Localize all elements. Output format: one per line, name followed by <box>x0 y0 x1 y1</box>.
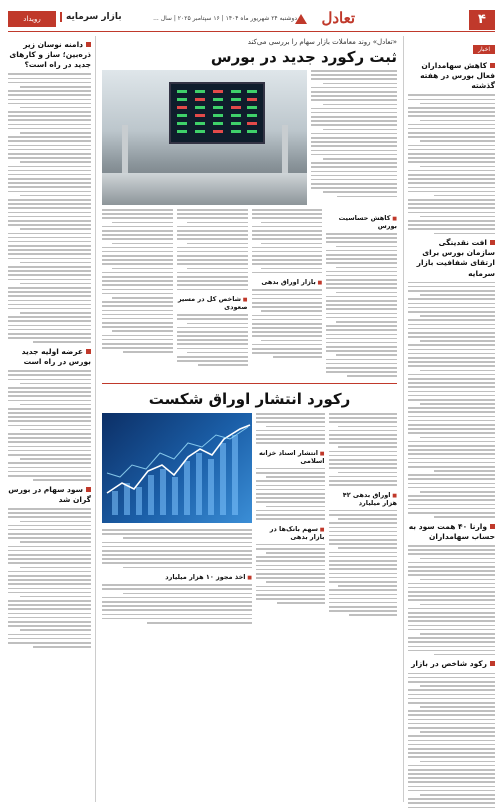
article-column <box>177 209 248 377</box>
section-title: بازار سرمایه <box>60 12 122 22</box>
article-subhead: ■ اخذ مجوز ۱۰ هزار میلیارد <box>102 573 252 581</box>
article-column <box>329 413 398 624</box>
page-number: ۴ <box>469 10 495 30</box>
article-text <box>408 673 495 810</box>
article-subhead: ■ کاهش حساسیت بورس <box>326 214 397 230</box>
article-column <box>252 209 323 377</box>
article-column <box>102 209 173 377</box>
news-title: وارنا ۴۰ همت سود به حساب سهامداران <box>408 521 495 541</box>
article-subhead: ■ بازار اوراق بدهی <box>252 278 323 286</box>
main-headline: ثبت رکورد جدید در بورس <box>210 48 397 66</box>
section-divider <box>102 383 397 384</box>
financial-chart-photo <box>102 413 252 523</box>
main-story-area <box>102 36 397 802</box>
article-text <box>8 508 91 648</box>
newspaper-logo: تعادل <box>321 9 355 27</box>
article-column <box>326 209 397 377</box>
news-title: افت نقدینگی سازمان بورس برای ارتقای شفافیت بازار سرمایه <box>408 238 495 279</box>
news-title: سود سهام در بورس گران شد <box>8 484 91 504</box>
left-news-column <box>8 36 96 802</box>
chart-image-column <box>102 413 252 624</box>
article-subhead: ■ اوراق بدهی ۴۲ هزار میلیارد <box>329 491 398 507</box>
article-text <box>408 282 495 518</box>
article-text <box>8 370 91 480</box>
left-section-label: رویداد <box>8 11 56 27</box>
article-text <box>408 545 495 655</box>
article-subhead: ■ انتشار اسناد خزانه اسلامی <box>256 449 325 465</box>
news-title: عرضه اولیه جدید بورس در راه است <box>8 347 91 367</box>
article-subhead: ■ سهم بانک‌ها در بازار بدهی <box>256 525 325 541</box>
stock-exchange-photo <box>102 70 307 205</box>
article-column <box>256 413 325 624</box>
masthead <box>8 8 495 32</box>
article-text <box>408 94 495 234</box>
news-title: رکود شاخص در بازار <box>408 659 495 669</box>
issue-date-line: دوشنبه ۲۴ شهریور ماه ۱۴۰۴ | ۱۶ سپتامبر ۲۰۲۵ | سال ... <box>153 15 297 22</box>
headline-kicker: «تعادل» روند معاملات بازار سهام را بررسی می‌کند <box>247 38 397 46</box>
lead-text-column <box>311 70 397 205</box>
news-tag: اخبار <box>473 45 495 54</box>
article-text <box>8 73 91 343</box>
article-subhead: ■ شاخص کل در مسیر صعودی <box>177 295 248 311</box>
right-news-column <box>403 36 495 802</box>
news-title: دامنه نوسان زیر ذره‌بین؛ ساز و کارهای جدید در راه است؟ <box>9 40 91 70</box>
news-title: کاهش سهامداران فعال بورس در هفته گذشته <box>408 61 495 91</box>
second-headline: رکورد انتشار اوراق شکست <box>148 389 351 408</box>
